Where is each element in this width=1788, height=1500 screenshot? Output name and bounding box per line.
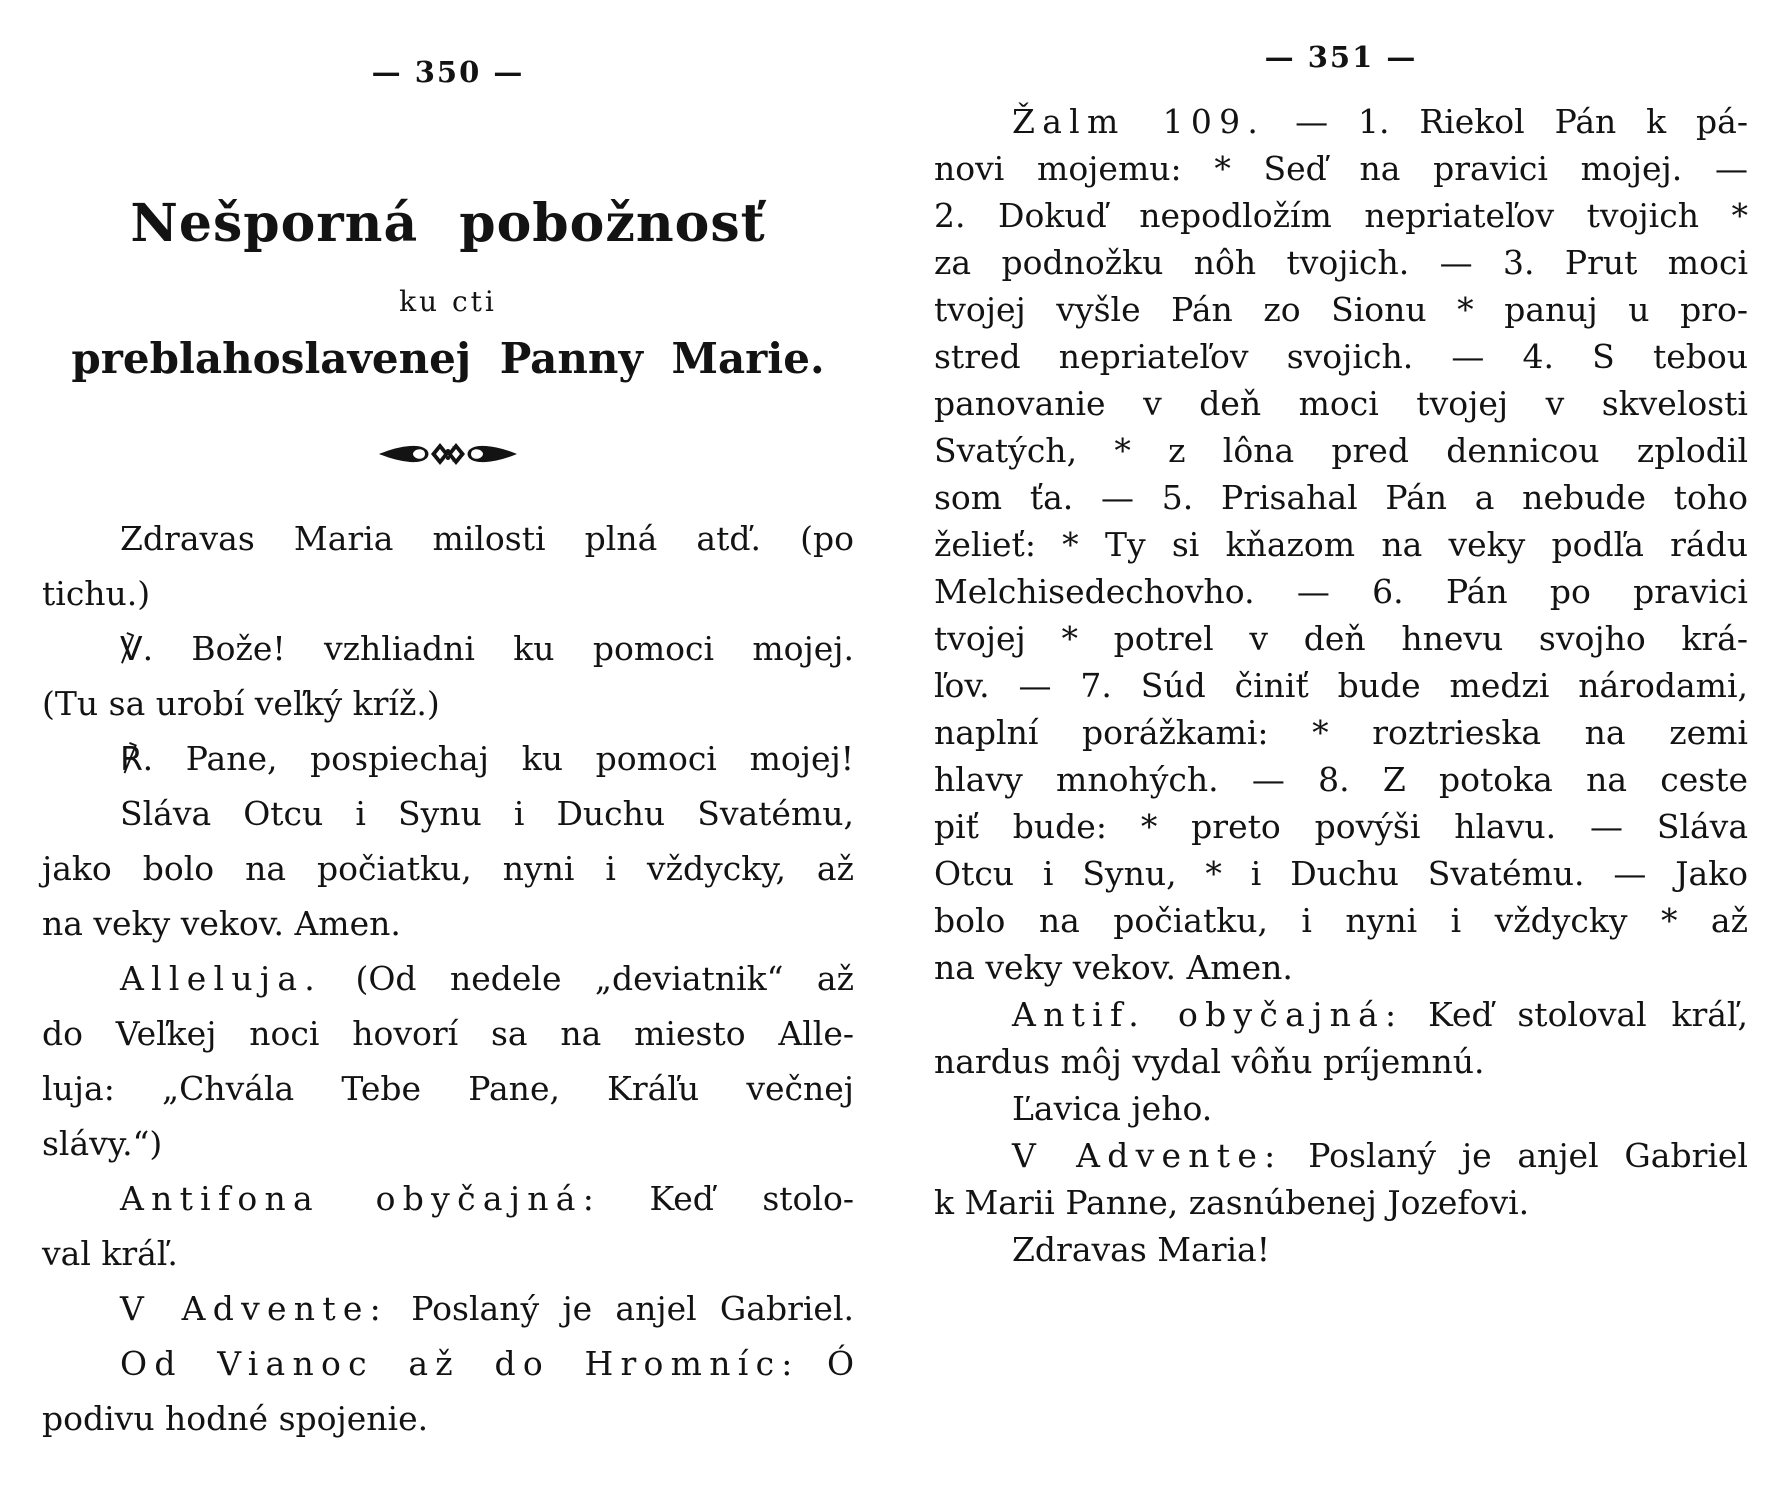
paragraph — [934, 991, 1748, 1085]
text-line: som ťa. — 5. Prisahal Pán a nebude toho — [934, 478, 1748, 517]
text-line: za podnožku nôh tvojich. — 3. Prut moci — [934, 243, 1748, 282]
paragraph — [42, 951, 854, 1171]
paragraph — [42, 621, 854, 731]
paragraph — [42, 511, 854, 621]
fleuron-divider-icon — [42, 439, 854, 471]
text-line: Žalm 109. — 1. Riekol Pán k pá- — [1012, 102, 1748, 141]
text-line: nardus môj vydal vôňu príjemnú. — [934, 1042, 1485, 1081]
text-line: Alleluja. (Od nedele „deviatnik“ až — [120, 959, 854, 998]
paragraph — [42, 731, 854, 786]
text-line: naplní porážkami: * roztrieska na zemi — [934, 713, 1748, 752]
text-line: Sláva Otcu i Synu i Duchu Svatému, — [120, 794, 854, 833]
text-line: želieť: * Ty si kňazom na veky podľa rádu — [934, 525, 1748, 564]
emphasized-text: Žalm 109. — [1012, 102, 1266, 141]
emphasized-text: V Advente: — [1012, 1136, 1283, 1175]
paragraph — [934, 1085, 1748, 1132]
page-number-left: — 350 — — [371, 55, 525, 89]
text-line: na veky vekov. Amen. — [42, 904, 401, 943]
text-line: V Advente: Poslaný je anjel Gabriel — [1012, 1136, 1748, 1175]
text-line: ℟. Pane, pospiechaj ku pomoci mojej! — [120, 739, 854, 778]
text-line: do Veľkej noci hovorí sa na miesto Alle- — [42, 1014, 854, 1053]
emphasized-text: Antifona obyčajná: — [120, 1179, 602, 1218]
paragraph — [934, 98, 1748, 991]
paragraph — [934, 1226, 1748, 1273]
paragraph — [934, 1132, 1748, 1226]
text-line: Antifona obyčajná: Keď stolo- — [120, 1179, 854, 1218]
text-line: stred nepriateľov svojich. — 4. S tebou — [934, 337, 1748, 376]
paragraph — [42, 1281, 854, 1336]
text-line: tvojej * potrel v deň hnevu svojho krá- — [934, 619, 1748, 658]
text-line: val kráľ. — [42, 1234, 178, 1273]
text-line: V Advente: Poslaný je anjel Gabriel. — [120, 1289, 854, 1328]
text-line: panovanie v deň moci tvojej v skvelosti — [934, 384, 1748, 423]
emphasized-text: Antif. obyčajná: — [1012, 995, 1404, 1034]
text-line: Ľavica jeho. — [1012, 1089, 1213, 1128]
text-line: (Tu sa urobí veľký kríž.) — [42, 684, 440, 723]
body-text-right — [934, 98, 1748, 1273]
text-line: jako bolo na počiatku, nyni i vždycky, až — [42, 849, 854, 888]
text-line: bolo na počiatku, i nyni i vždycky * až — [934, 901, 1748, 940]
text-line: luja: „Chvála Tebe Pane, Kráľu večnej — [42, 1069, 854, 1108]
text-line: na veky vekov. Amen. — [934, 948, 1293, 987]
text-line: Zdravas Maria milosti plná atď. (po — [120, 519, 854, 558]
text-line: k Marii Panne, zasnúbenej Jozefovi. — [934, 1183, 1530, 1222]
body-text-left — [42, 511, 854, 1446]
text-line: novi mojemu: * Seď na pravici mojej. — — [934, 149, 1748, 188]
section-title: Nešporná pobožnosť — [130, 193, 766, 254]
emphasized-text: Alleluja. — [120, 959, 323, 998]
paragraph — [42, 786, 854, 951]
text-line: tichu.) — [42, 574, 151, 613]
text-line: ℣. Bože! vzhliadni ku pomoci mojej. — [120, 629, 854, 668]
emphasized-text: V Advente: — [120, 1289, 389, 1328]
text-line: tvojej vyšle Pán zo Sionu * panuj u pro- — [934, 290, 1748, 329]
text-line: Otcu i Synu, * i Duchu Svatému. — Jako — [934, 854, 1748, 893]
text-line: Melchisedechovho. — 6. Pán po pravici — [934, 572, 1748, 611]
text-line: Od Vianoc až do Hromníc: Ó — [120, 1344, 854, 1383]
emphasized-text: Od Vianoc až do Hromníc: — [120, 1344, 800, 1383]
page-number-right: — 351 — — [1264, 40, 1418, 74]
text-line: Antif. obyčajná: Keď stoloval kráľ, — [1012, 995, 1748, 1034]
text-line: ľov. — 7. Súd činiť bude medzi národami, — [934, 666, 1748, 705]
text-line: slávy.“) — [42, 1124, 163, 1163]
book-page-left — [42, 0, 854, 1500]
section-subtitle: preblahoslavenej Panny Marie. — [71, 334, 825, 383]
paragraph — [42, 1336, 854, 1446]
text-line: hlavy mnohých. — 8. Z potoka na ceste — [934, 760, 1748, 799]
section-subtitle-small: ku cti — [399, 285, 497, 318]
book-page-right — [934, 0, 1748, 1500]
text-line: podivu hodné spojenie. — [42, 1399, 429, 1438]
text-line: Svatých, * z lôna pred dennicou zplodil — [934, 431, 1748, 470]
text-line: Zdravas Maria! — [1012, 1230, 1270, 1269]
paragraph — [42, 1171, 854, 1281]
text-line: piť bude: * preto povýši hlavu. — Sláva — [934, 807, 1748, 846]
text-line: 2. Dokuď nepodložím nepriateľov tvojich * — [934, 196, 1748, 235]
